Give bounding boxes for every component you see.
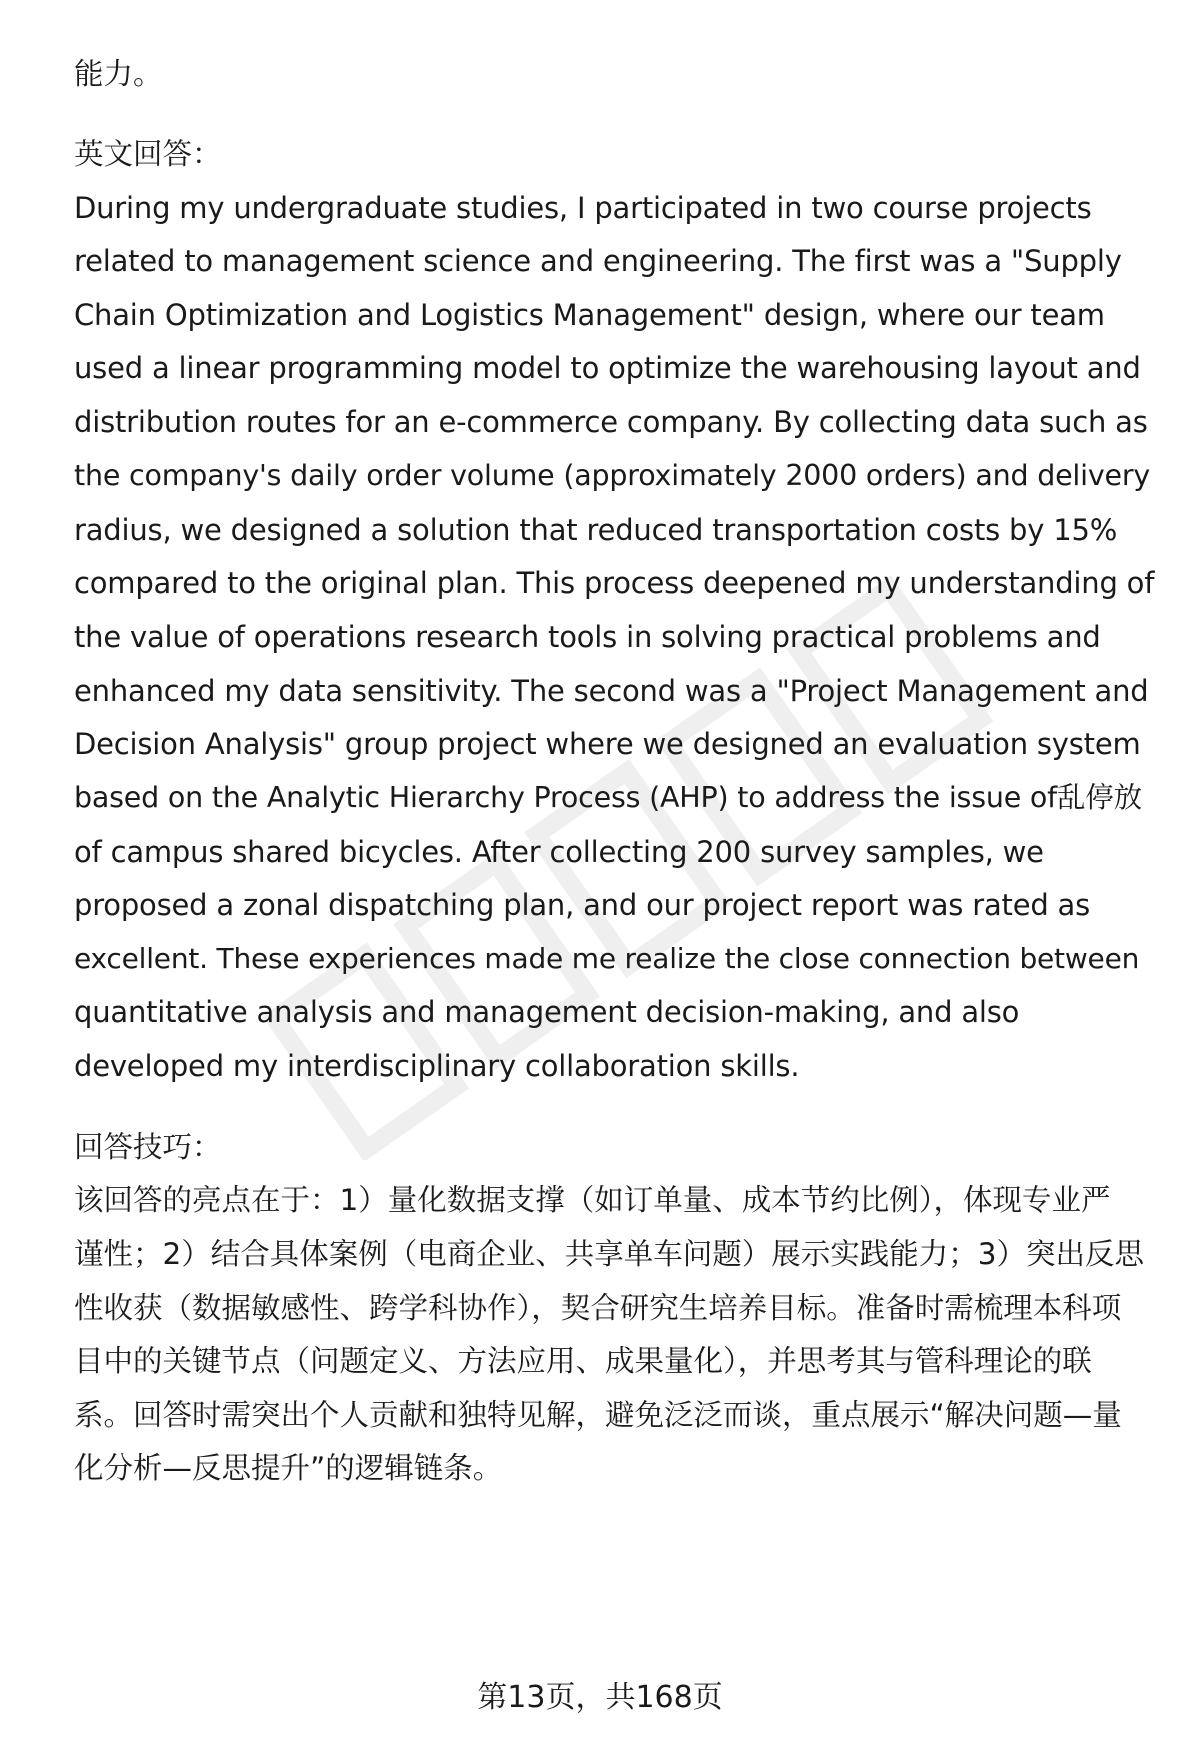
english-answer-line: During my undergraduate studies, I participated in two course projects xyxy=(74,191,1092,225)
english-answer-line: the value of operations research tools in solving practical problems and xyxy=(74,620,1101,654)
english-answer-line: used a linear programming model to optimize the warehousing layout and xyxy=(74,351,1141,385)
page-number: 第13页，共168页 xyxy=(477,1680,723,1715)
tips-line: 该回答的亮点在于：1）量化数据支撑（如订单量、成本节约比例），体现专业严 xyxy=(74,1183,1111,1217)
english-answer-line: distribution routes for an e-commerce company. By collecting data such as xyxy=(74,405,1148,439)
english-answer-line: developed my interdisciplinary collaboration skills. xyxy=(74,1049,800,1083)
tips-line: 系。回答时需突出个人贡献和独特见解，避免泛泛而谈，重点展示“解决问题—量 xyxy=(74,1398,1122,1432)
english-answer-line: compared to the original plan. This process deepened my understanding of xyxy=(74,566,1155,600)
english-answer-label: 英文回答： xyxy=(74,137,222,171)
english-answer-line: quantitative analysis and management decision-making, and also xyxy=(74,995,1020,1029)
english-answer-line: proposed a zonal dispatching plan, and our project report was rated as xyxy=(74,888,1091,922)
english-answer-line: related to management science and engineering. The first was a "Supply xyxy=(74,244,1122,278)
english-answer-line: the company's daily order volume (approximately 2000 orders) and delivery xyxy=(74,459,1151,492)
english-answer-line: radius, we designed a solution that reduced transportation costs by 15% xyxy=(74,513,1118,547)
document-page xyxy=(74,0,1154,1755)
english-answer-line: enhanced my data sensitivity. The second was a "Project Management and xyxy=(74,674,1149,708)
tips-line: 化分析—反思提升”的逻辑链条。 xyxy=(74,1451,503,1485)
tips-line: 谨性；2）结合具体案例（电商企业、共享单车问题）展示实践能力；3）突出反思 xyxy=(74,1237,1145,1271)
english-answer-line: based on the Analytic Hierarchy Process (AHP) to address the issue of乱停放 xyxy=(74,781,1142,814)
tips-line: 目中的关键节点（问题定义、方法应用、成果量化），并思考其与管科理论的联 xyxy=(74,1344,1092,1378)
continued-text: 能力。 xyxy=(74,57,163,91)
english-answer-line: Decision Analysis" group project where we designed an evaluation system xyxy=(74,727,1141,761)
english-answer-line: Chain Optimization and Logistics Management" design, where our team xyxy=(74,298,1105,332)
english-answer-line: of campus shared bicycles. After collecting 200 survey samples, we xyxy=(74,835,1044,869)
english-answer-line: excellent. These experiences made me realize the close connection between xyxy=(74,942,1140,975)
tips-label: 回答技巧： xyxy=(74,1130,222,1164)
tips-line: 性收获（数据敏感性、跨学科协作），契合研究生培养目标。准备时需梳理本科项 xyxy=(74,1291,1122,1325)
